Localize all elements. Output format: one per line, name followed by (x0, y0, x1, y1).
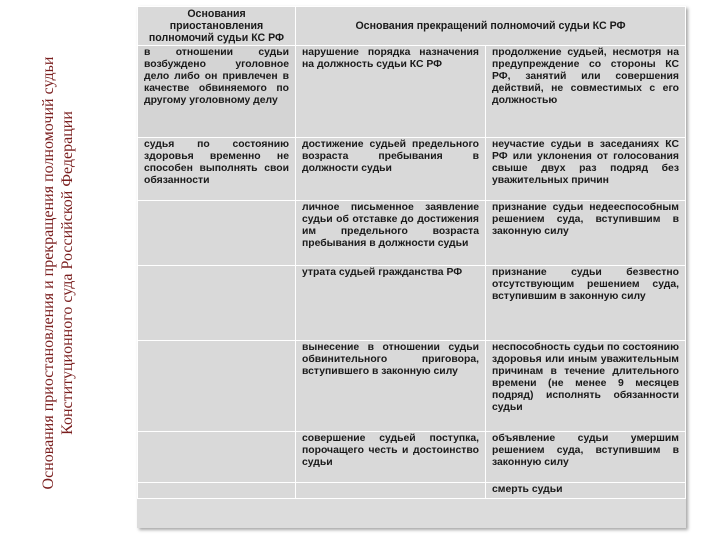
cell-termination-ground: личное письменное заявление судьи об отставке до достижения им предельного возраста пребывания в должности судьи (296, 201, 486, 266)
side-title-container (8, 20, 108, 525)
table-row (138, 201, 686, 266)
table-row (138, 341, 686, 432)
header-suspension: Основания приостановления полномочий судьи КС РФ (138, 7, 296, 46)
cell-suspension (138, 266, 296, 341)
cell-termination-ground: объявление судьи умершим решением суда, вступившим в законную силу (486, 432, 686, 483)
side-title: Основания приостановления и прекращения полномочий судьи Конституционного суда Российской Федерации (40, 56, 76, 489)
cell-suspension (138, 201, 296, 266)
table-row (138, 483, 686, 499)
table-row (138, 46, 686, 138)
cell-termination-ground: неспособность судьи по состоянию здоровья или иным уважительным причинам в течение длительного времени (не менее 9 месяцев подряд) исполнять обязанности судьи (486, 341, 686, 432)
cell-termination-ground: смерть судьи (486, 483, 686, 499)
cell-termination-ground: достижение судьей предельного возраста пребывания в должности судьи (296, 138, 486, 201)
cell-termination-ground: совершение судьей поступка, порочащего честь и достоинство судьи (296, 432, 486, 483)
cell-termination-ground: признание судьи недееспособным решением суда, вступившим в законную силу (486, 201, 686, 266)
cell-suspension (138, 432, 296, 483)
cell-termination-ground: неучастие судьи в заседаниях КС РФ или уклонения от голосования свыше двух раз подряд без уважительных причин (486, 138, 686, 201)
cell-termination-ground: продолжение судьей, несмотря на предупреждение со стороны КС РФ, занятий или совершения действий, не совместимых с его должностью (486, 46, 686, 138)
table-row (138, 266, 686, 341)
cell-suspension: судья по состоянию здоровья временно не способен выполнять свои обязанности (138, 138, 296, 201)
grounds-table (137, 6, 686, 499)
cell-suspension (138, 483, 296, 499)
document-sheet (137, 6, 686, 528)
table-row (138, 138, 686, 201)
header-termination: Основания прекращений полномочий судьи КС РФ (296, 7, 686, 46)
table-row (138, 432, 686, 483)
cell-termination-ground: вынесение в отношении судьи обвинительного приговора, вступившего в законную силу (296, 341, 486, 432)
cell-termination-ground (296, 483, 486, 499)
cell-suspension: в отношении судьи возбуждено уголовное дело либо он привлечен в качестве обвиняемого по другому уголовному делу (138, 46, 296, 138)
cell-termination-ground: признание судьи безвестно отсутствующим решением суда, вступившим в законную силу (486, 266, 686, 341)
cell-termination-ground: утрата судьей гражданства РФ (296, 266, 486, 341)
cell-suspension (138, 341, 296, 432)
cell-termination-ground: нарушение порядка назначения на должность судьи КС РФ (296, 46, 486, 138)
table-header-row (138, 7, 686, 46)
